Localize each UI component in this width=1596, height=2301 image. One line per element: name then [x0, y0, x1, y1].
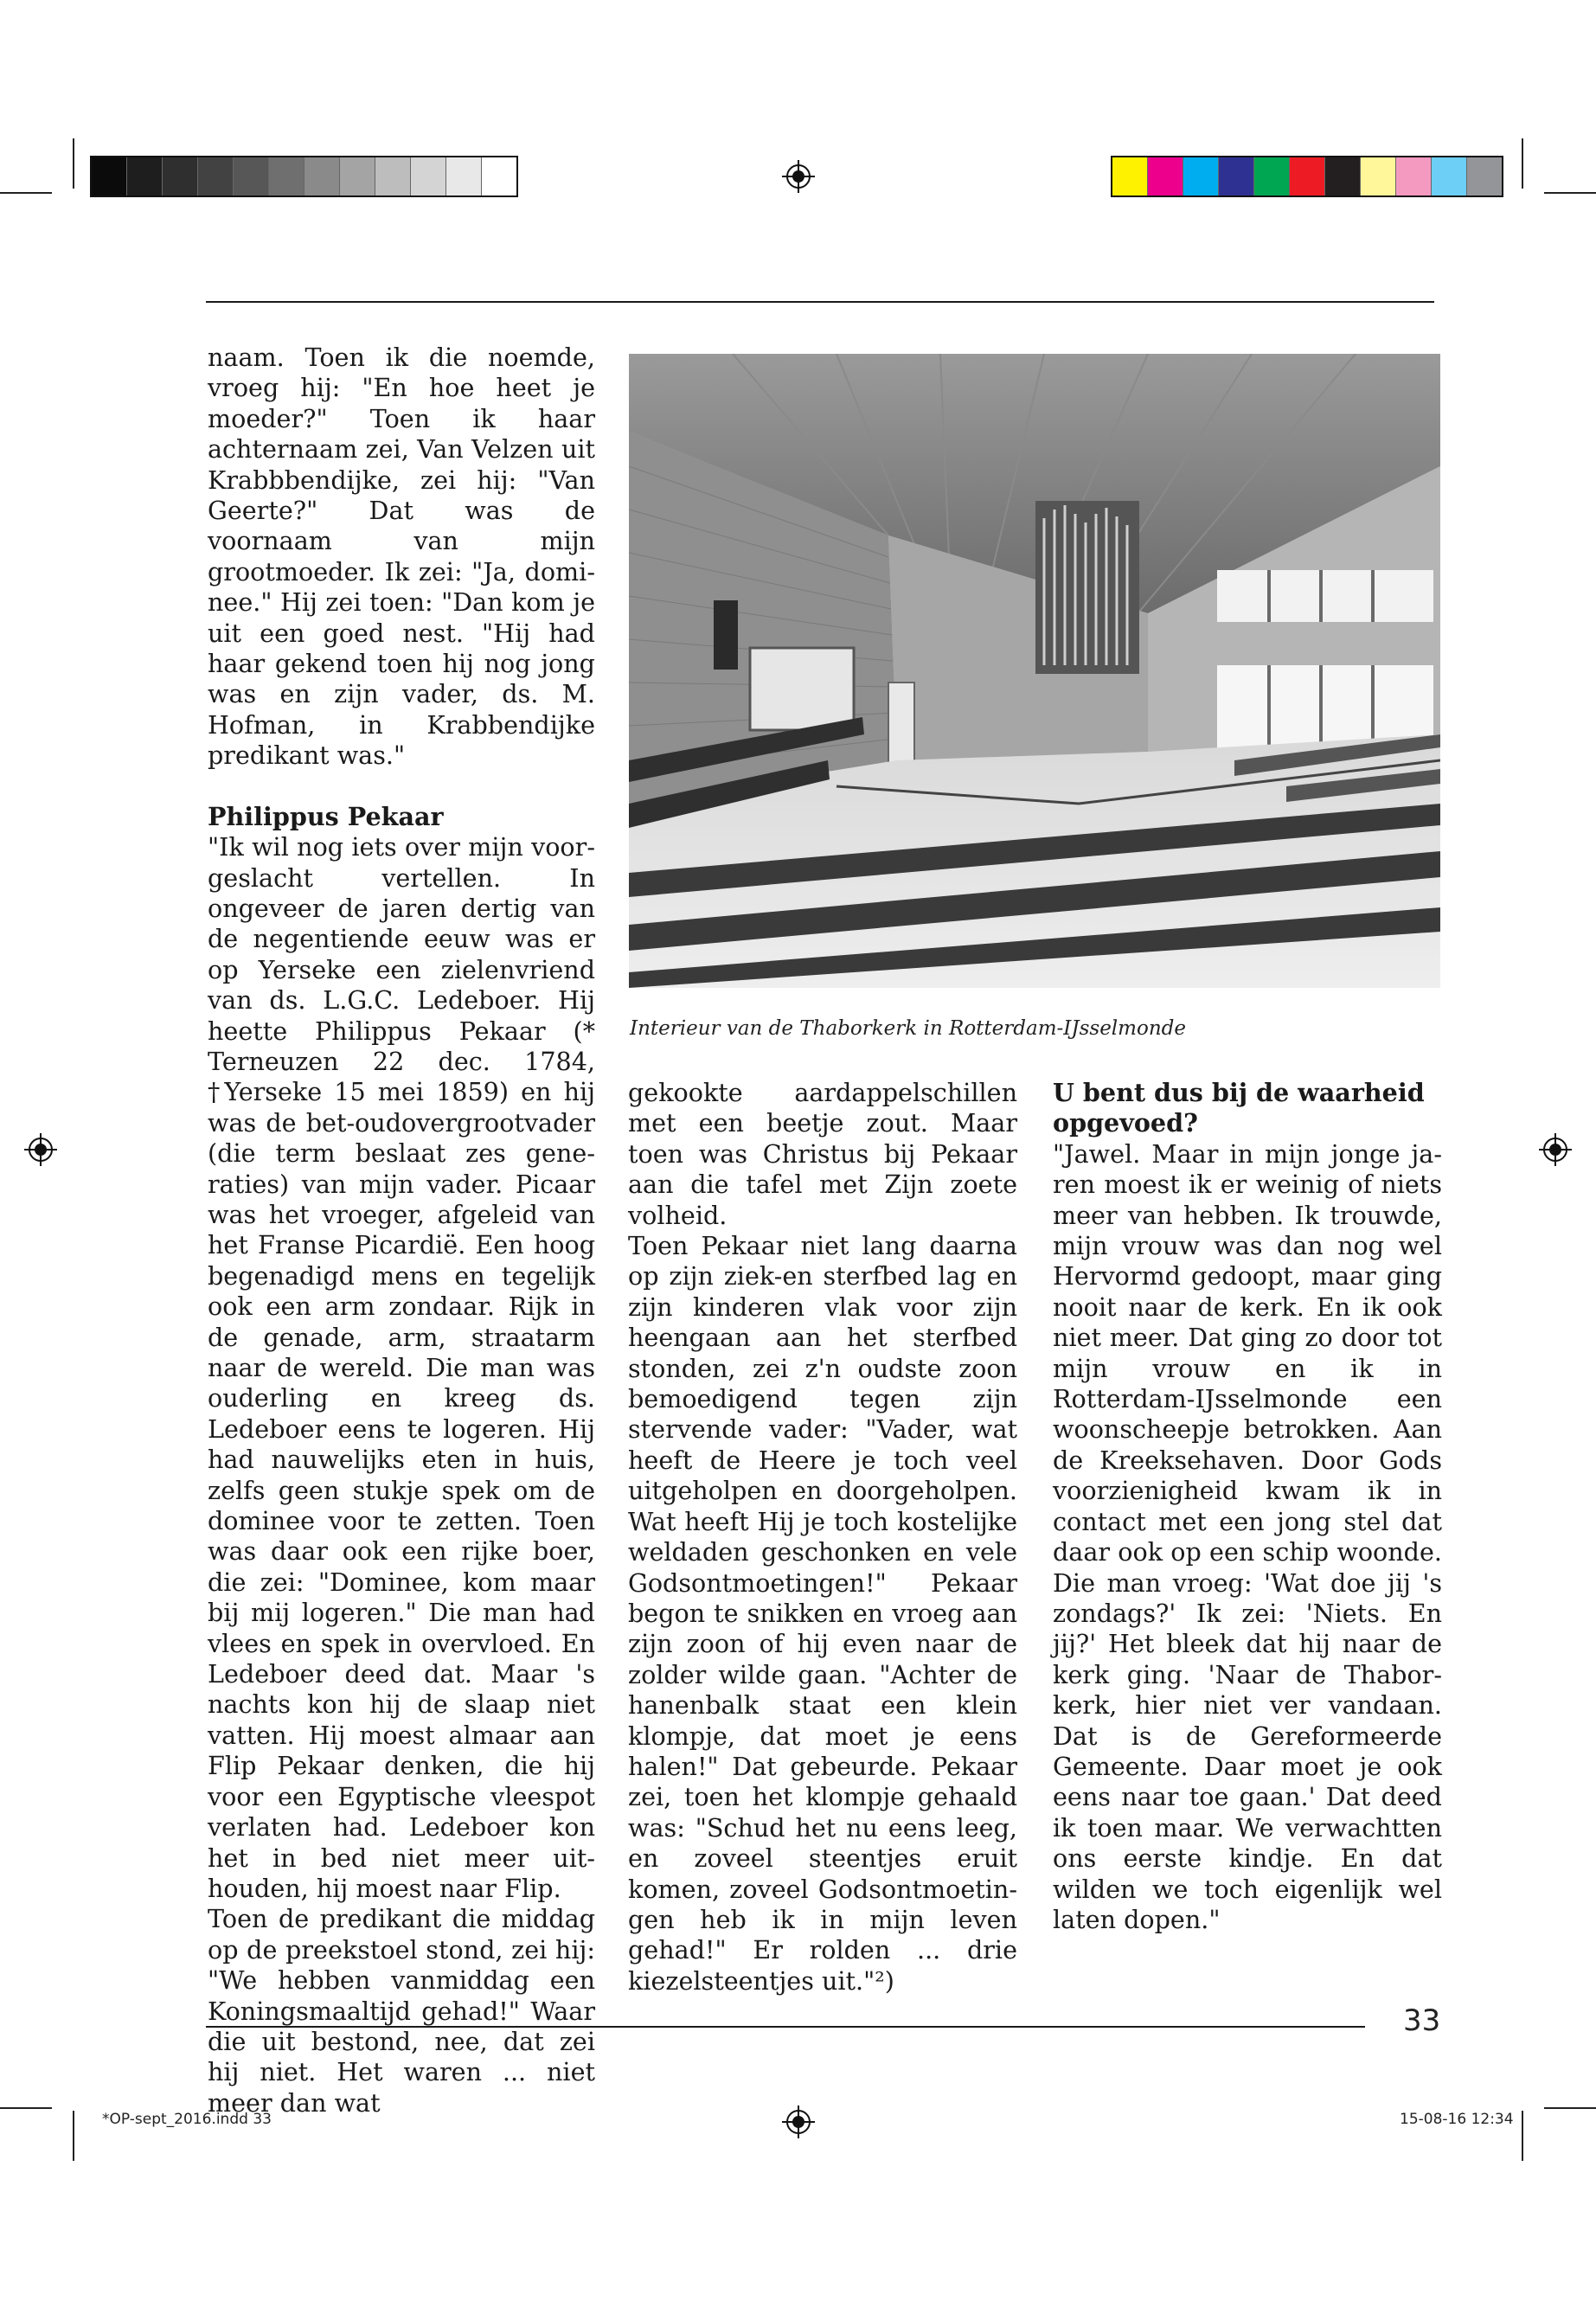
- calibration-swatch: [446, 157, 482, 195]
- paragraph: Toen Pekaar niet lang daarna op zijn ziek-en sterfbed lag en zijn kinderen vlak voor zijn heengaan aan het sterfbed stonden, zei z'n oudste zoon bemoedigend tegen zijn stervende vader: "Vader, wat heeft de Heere je toch veel uitgeholpen en doorgeholpen. Wat heeft Hij je toch kostelijke weldaden geschonken en vele Godsontmoetingen!" Pekaar begon te snikken en vroeg aan zijn zoon of hij even naar de zolder wilde gaan. "Achter de hanenbalk staat een klein klompje, dat moet je eens halen!" Dat gebeurde. Pekaar zei, toen het klompje gehaald was: "Schud het nu eens leeg, en zoveel steentjes eruit komen, zoveel Godsontmoetingen heb ik in mijn leven gehad!" Er rolden ... drie kiezelsteentjes uit."²): [628, 1231, 1017, 1996]
- calibration-swatch: [1432, 157, 1467, 195]
- crop-mark: [1544, 192, 1596, 194]
- text-column-3: [1053, 1078, 1442, 1935]
- calibration-swatch: [1183, 157, 1219, 195]
- page-number: 33: [1403, 2003, 1441, 2038]
- calibration-swatch: [1290, 157, 1325, 195]
- calibration-swatch: [198, 157, 234, 195]
- slug-timestamp: 15-08-16 12:34: [1400, 2111, 1514, 2128]
- registration-mark-icon: [1539, 1133, 1572, 1166]
- paragraph: "Jawel. Maar in mijn jonge jaren moest ik er weinig of niets meer van hebben. Ik trouwde, mijn vrouw was dan nog wel Hervormd gedoopt, maar ging nooit naar de kerk. En ik ook niet meer. Dat ging zo door tot mijn vrouw en ik in Rotterdam-IJsselmonde een woonscheepje betrokken. Aan de Kreeksehaven. Door Gods voorzienigheid kwam ik in contact met een jong stel dat daar ook op een schip woonde. Die man vroeg: 'Wat doe jij 's zondags?' Ik zei: 'Niets. En jij?' Het bleek dat hij naar de kerk ging. 'Naar de Thaborkerk, hier niet ver vandaan. Dat is de Gereformeerde Gemeente. Daar moet je ook eens naar toe gaan.' Dat deed ik toen maar. We verwachtten ons eerste kindje. En dat wilden we toch eigenlijk wel laten dopen.": [1053, 1138, 1442, 1934]
- gray-calibration-bar: [90, 156, 518, 197]
- text-column-2: [628, 1078, 1017, 1997]
- calibration-swatch: [92, 157, 127, 195]
- church-interior-photo: [629, 354, 1440, 988]
- paragraph: gekookte aardappelschillen met een beetje zout. Maar toen was Christus bij Pekaar aan die tafel met Zijn zoete volheid.: [628, 1078, 1017, 1230]
- calibration-swatch: [269, 157, 304, 195]
- photo-caption: Interieur van de Thaborkerk in Rotterdam-IJsselmonde: [630, 1017, 1186, 1040]
- slug-filename: *OP-sept_2016.indd 33: [102, 2111, 272, 2128]
- calibration-swatch: [1148, 157, 1183, 195]
- section-heading: Philippus Pekaar: [208, 801, 444, 831]
- calibration-swatch: [482, 157, 516, 195]
- crop-mark: [1522, 2111, 1523, 2161]
- calibration-swatch: [163, 157, 198, 195]
- calibration-swatch: [340, 157, 375, 195]
- registration-mark-icon: [782, 2106, 815, 2138]
- calibration-swatch: [411, 157, 446, 195]
- calibration-swatch: [1467, 157, 1502, 195]
- calibration-swatch: [234, 157, 269, 195]
- crop-mark: [73, 2111, 74, 2161]
- calibration-swatch: [127, 157, 163, 195]
- registration-mark-icon: [24, 1133, 57, 1166]
- crop-mark: [73, 138, 74, 189]
- paragraph: naam. Toen ik die noemde, vroeg hij: "En hoe heet je moeder?" Toen ik haar achternaam zei, Van Velzen uit Krabbbendijke, zei hij: "Van Geerte?" Dat was de voornaam van mijn grootmoeder. Ik zei: "Ja, dominee." Hij zei toen: "Dan kom je uit een goed nest. "Hij had haar gekend toen hij nog jong was en zijn vader, ds. M. Hofman, in Krabbendijke predikant was.": [208, 343, 595, 771]
- calibration-swatch: [1396, 157, 1432, 195]
- calibration-swatch: [1219, 157, 1254, 195]
- crop-mark: [0, 2107, 52, 2109]
- crop-mark: [1544, 2107, 1596, 2109]
- crop-mark: [1522, 138, 1523, 189]
- church-interior-illustration: [629, 354, 1440, 988]
- calibration-swatch: [304, 157, 340, 195]
- calibration-swatch: [1361, 157, 1396, 195]
- crop-mark: [0, 192, 52, 194]
- calibration-swatch: [1254, 157, 1290, 195]
- calibration-swatch: [1325, 157, 1361, 195]
- registration-mark-icon: [782, 160, 815, 193]
- calibration-swatch: [1112, 157, 1148, 195]
- calibration-swatch: [375, 157, 411, 195]
- paragraph: "Ik wil nog iets over mijn voorgeslacht vertellen. In ongeveer de jaren dertig van de negentiende eeuw was er op Yerseke een zielenvriend van ds. L.G.C. Ledeboer. Hij heette Philippus Pekaar (* Terneuzen 22 dec. 1784, †Yerseke 15 mei 1859) en hij was de bet-oudovergrootvader (die term beslaat zes generaties) van mijn vader. Picaar was het vroeger, afgeleid van het Franse Picardië. Een hoog begenadigd mens en tegelijk ook een arm zondaar. Rijk in de genade, arm, straatarm naar de wereld. Die man was ouderling en kreeg ds. Ledeboer eens te logeren. Hij had nauwelijks eten in huis, zelfs geen stukje spek om de dominee voor te zetten. Toen was daar ook een rijke boer, die zei: "Dominee, kom maar bij mij logeren." Die man had vlees en spek in overvloed. En Ledeboer deed dat. Maar 's nachts kon hij de slaap niet vatten. Hij moest almaar aan Flip Pekaar denken, die hij voor een Egyptische vleespot verlaten had. Ledeboer kon het in bed niet meer uithouden, hij moest naar Flip.: [208, 832, 595, 1903]
- header-rule: [206, 301, 1434, 303]
- paragraph: Toen de predikant die middag op de preekstoel stond, zei hij: "We hebben vanmiddag een Koningsmaaltijd gehad!" Waar die uit bestond, nee, dat zei hij niet. Het waren ... niet meer dan wat: [208, 1904, 595, 2118]
- text-column-1: [208, 343, 595, 2118]
- color-calibration-bar: [1111, 156, 1503, 197]
- section-heading: U bent dus bij de waarheid opgevoed?: [1053, 1078, 1425, 1138]
